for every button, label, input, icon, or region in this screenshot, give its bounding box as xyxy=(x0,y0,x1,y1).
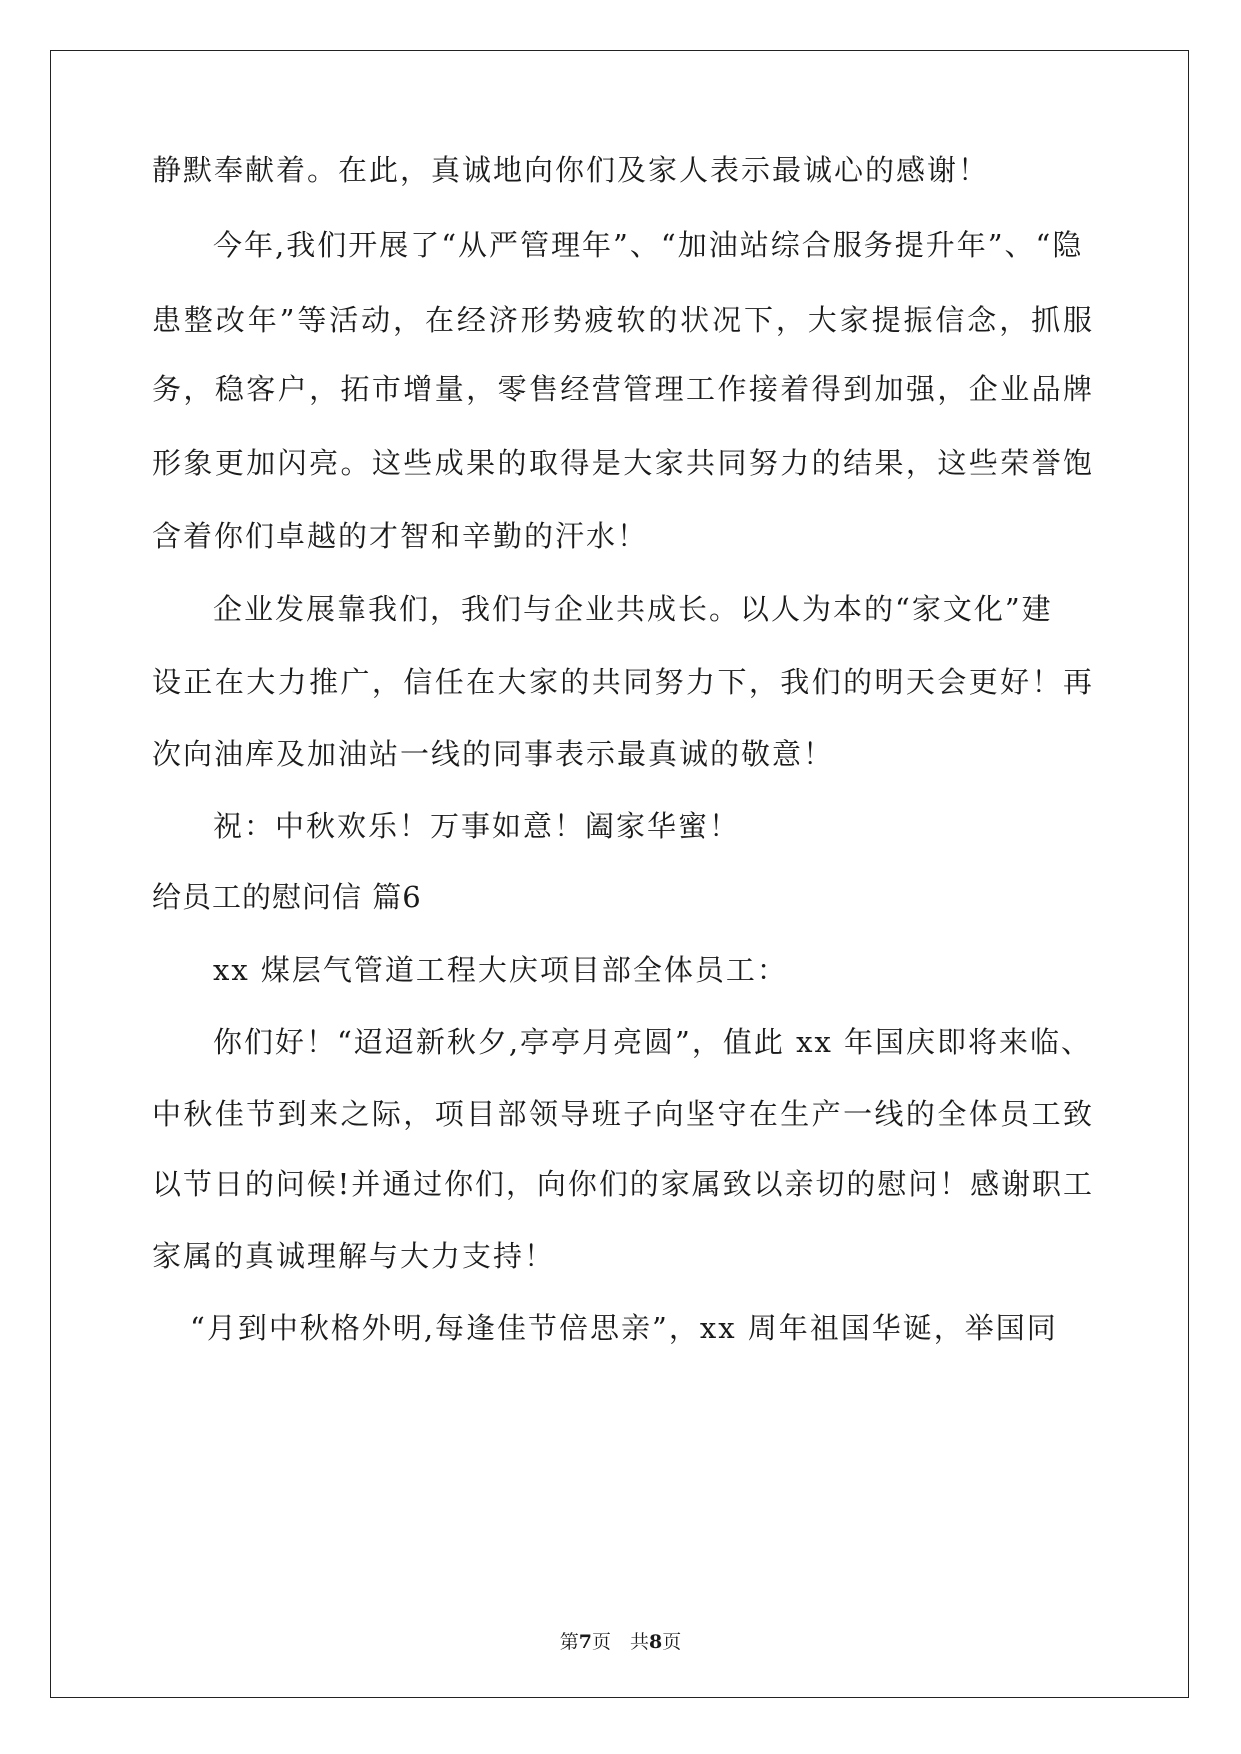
body-text-line: 你们好！“迢迢新秋夕,亭亭月亮圆”，值此 xx 年国庆即将来临、 xyxy=(213,1025,1093,1059)
body-text-line: 企业发展靠我们，我们与企业共成长。以人为本的“家文化”建 xyxy=(213,592,1053,626)
body-text-line: 设正在大力推广，信任在大家的共同努力下，我们的明天会更好！再 xyxy=(152,665,1092,699)
body-text-line: 务，稳客户，拓市增量，零售经营管理工作接着得到加强，企业品牌 xyxy=(152,372,1092,406)
body-text-line: 形象更加闪亮。这些成果的取得是大家共同努力的结果，这些荣誉饱 xyxy=(152,446,1092,480)
body-text-line: 家属的真诚理解与大力支持！ xyxy=(152,1239,556,1273)
body-text-line: 次向油库及加油站一线的同事表示最真诚的敬意！ xyxy=(152,737,835,771)
page-border xyxy=(50,50,1189,1698)
total-page-number: 8 xyxy=(649,1631,663,1653)
footer-mid: 页 共 xyxy=(591,1631,649,1653)
footer-prefix: 第 xyxy=(559,1631,579,1653)
body-text-line: 以节日的问候!并通过你们，向你们的家属致以亲切的慰问！感谢职工 xyxy=(152,1167,1092,1201)
body-text-line: xx 煤层气管道工程大庆项目部全体员工： xyxy=(213,953,788,987)
body-text-line: “月到中秋格外明,每逢佳节倍思亲”，xx 周年祖国华诞，举国同 xyxy=(190,1311,1058,1345)
section-heading: 给员工的慰问信 篇6 xyxy=(152,880,422,914)
footer-suffix: 页 xyxy=(662,1631,682,1653)
current-page-number: 7 xyxy=(578,1631,592,1653)
body-text-line: 患整改年”等活动，在经济形势疲软的状况下，大家提振信念，抓服 xyxy=(152,303,1092,337)
body-text-line: 中秋佳节到来之际，项目部领导班子向坚守在生产一线的全体员工致 xyxy=(152,1097,1092,1131)
body-text-line: 含着你们卓越的才智和辛勤的汗水！ xyxy=(152,519,649,553)
page-footer xyxy=(0,1630,1241,1654)
body-text-line: 静默奉献着。在此，真诚地向你们及家人表示最诚心的感谢！ xyxy=(152,153,990,187)
body-text-line: 祝：中秋欢乐！万事如意！阖家华蜜！ xyxy=(213,809,741,843)
body-text-line: 今年,我们开展了“从严管理年”、“加油站综合服务提升年”、“隐 xyxy=(213,228,1084,262)
